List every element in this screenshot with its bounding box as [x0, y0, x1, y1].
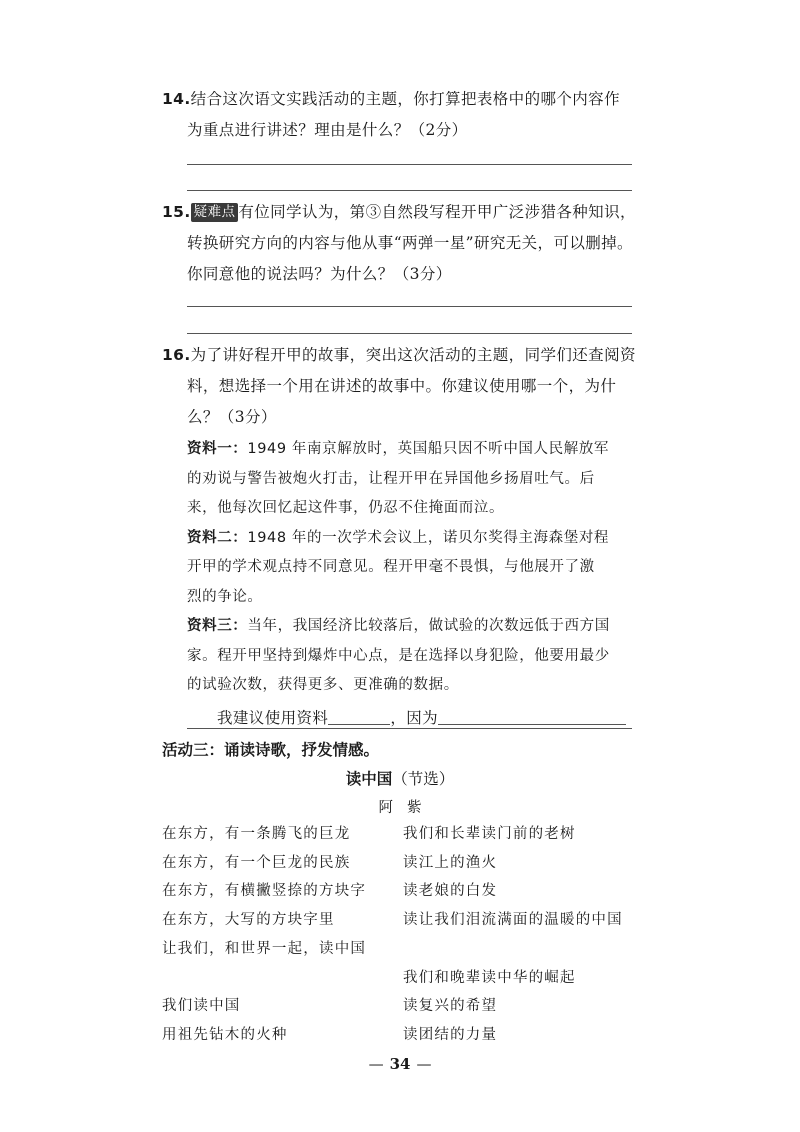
material-choice-blank[interactable]: [328, 710, 390, 725]
question-number: 14.: [162, 90, 191, 108]
question-14: [162, 84, 634, 146]
poem-line-right: 读江上的渔火: [403, 855, 498, 871]
poem-line-right: 读老娘的白发: [403, 883, 498, 899]
poem-line-left: 我们读中国: [162, 998, 241, 1014]
poem-line-left: 用祖先钻木的火种: [162, 1027, 288, 1043]
material-list: [162, 435, 634, 701]
question-14-line-1: 14.结合这次语文实践活动的主题，你打算把表格中的哪个内容作: [162, 90, 620, 108]
question-15-line-3: 你同意他的说法吗？为什么？（3分）: [187, 265, 452, 283]
poem-line-right: 我们和晚辈读中华的崛起: [403, 970, 576, 986]
question-number: 16.: [162, 346, 191, 364]
question-number: 15.: [162, 203, 191, 221]
answer-line-q15-1[interactable]: [187, 306, 632, 307]
answer-line-q16[interactable]: [187, 728, 632, 729]
material-label: 资料三：: [187, 618, 248, 634]
question-15-line-2: 转换研究方向的内容与他从事“两弹一星”研究无关，可以删掉。: [187, 234, 633, 252]
reason-blank[interactable]: [438, 710, 626, 725]
question-16-line-1: 16.为了讲好程开甲的故事，突出这次活动的主题，同学们还查阅资: [162, 346, 636, 364]
poem-line-left: 在东方，有一个巨龙的民族: [162, 855, 351, 871]
material-1: 资料一：1949 年南京解放时，英国船只因不听中国人民解放军 的劝说与警告被炮火打击，让程开甲在异国他乡扬眉吐气。后 来，他每次回忆起这件事，仍忍不住掩面而泣。: [187, 441, 610, 516]
question-16-line-3: 么？（3分）: [187, 408, 277, 426]
poem-line-right: 读复兴的希望: [403, 998, 498, 1014]
activity-heading: 活动三：诵读诗歌，抒发情感。: [162, 741, 380, 759]
poem-line-right: 读团结的力量: [403, 1027, 498, 1043]
question-14-line-2: 为重点进行讲述？理由是什么？（2分）: [187, 121, 468, 139]
question-16: [162, 340, 634, 734]
poem-line-right: 我们和长辈读门前的老树: [403, 826, 576, 842]
poem-author: 阿紫: [378, 800, 436, 816]
poem-line-left: 在东方，大写的方块字里: [162, 912, 335, 928]
material-label: 资料一：: [187, 441, 248, 457]
answer-line-q14-2[interactable]: [187, 190, 632, 191]
poem-title: 读中国（节选）: [345, 770, 455, 788]
poem-line-right: 读让我们泪流满面的温暖的中国: [403, 912, 623, 928]
material-3: 资料三：当年，我国经济比较落后，做试验的次数远低于西方国 家。程开甲坚持到爆炸中心点，是在选择以身犯险，他要用最少 的试验次数，获得更多、更准确的数据。: [187, 618, 610, 693]
answer-line-q15-2[interactable]: [187, 333, 632, 334]
material-label: 资料二：: [187, 529, 248, 546]
question-15-line-1: 15. 疑难点 有位同学认为，第③自然段写程开甲广泛涉猎各种知识，: [162, 203, 636, 221]
answer-line-q14-1[interactable]: [187, 164, 632, 165]
question-15: [162, 197, 634, 290]
poem-line-left: 在东方，有横撇竖捺的方块字: [162, 883, 367, 899]
poem-line-left: 在东方，有一条腾飞的巨龙: [162, 826, 351, 842]
poem-line-left: 让我们，和世界一起，读中国: [162, 941, 367, 957]
page-number: — 34 —: [368, 1055, 432, 1073]
poem-subtitle: （节选）: [392, 770, 455, 788]
fill-in-sentence: 我建议使用资料 ，因为: [162, 703, 634, 734]
material-2: 资料二：1948 年的一次学术会议上，诺贝尔奖得主海森堡对程 开甲的学术观点持不同意见。程开甲毫不畏惧，与他展开了激 烈的争论。: [187, 529, 610, 605]
difficulty-badge: 疑难点: [191, 203, 239, 222]
question-16-line-2: 料，想选择一个用在讲述的故事中。你建议使用哪一个，为什: [187, 377, 617, 395]
